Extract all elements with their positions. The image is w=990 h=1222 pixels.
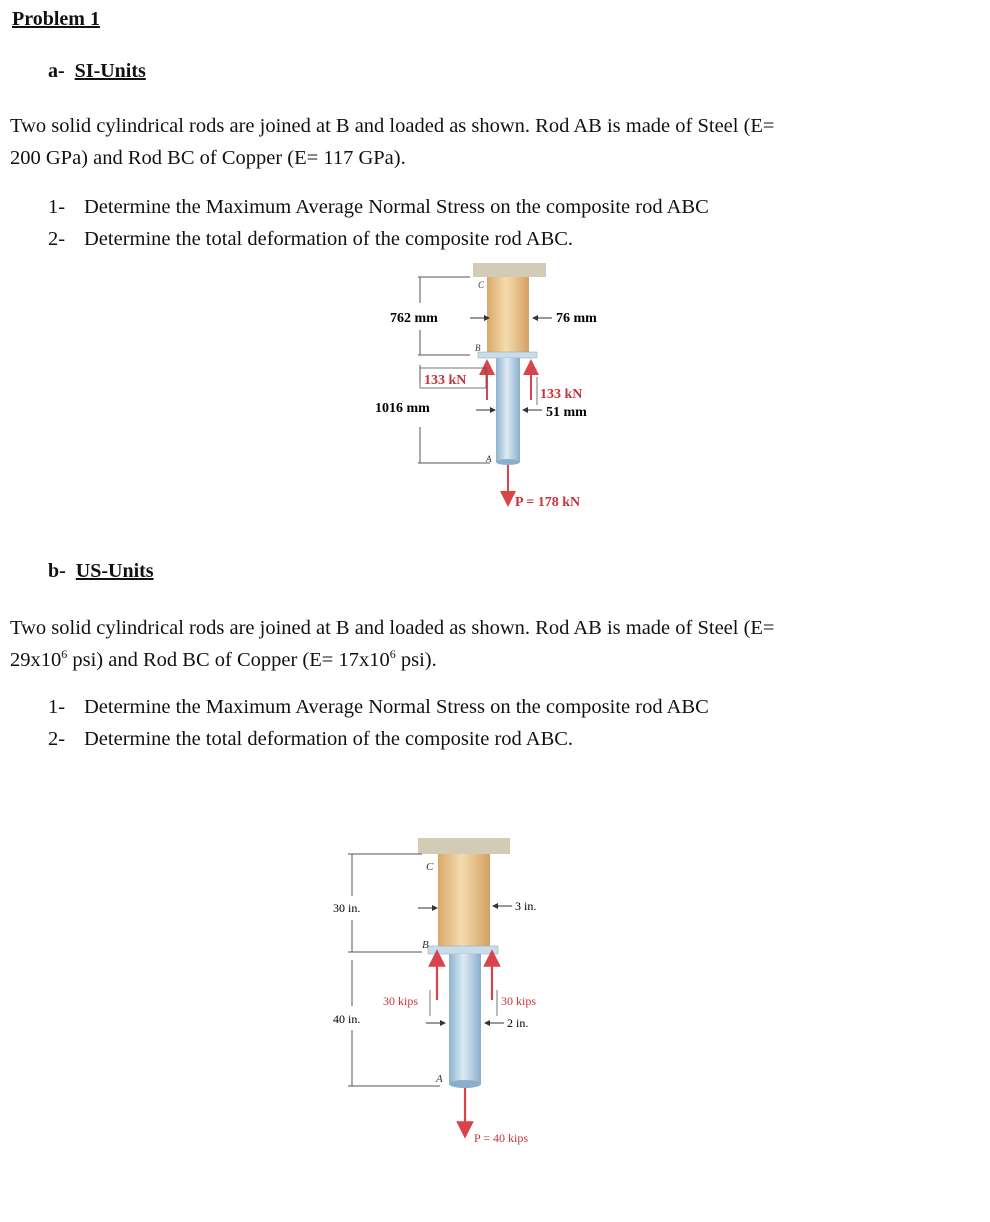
- fixed-support: [473, 263, 546, 277]
- part-a-para-line2: 200 GPa) and Rod BC of Copper (E= 117 GPa).: [10, 147, 406, 169]
- item-text: Determine the total deformation of the composite rod ABC.: [84, 728, 574, 750]
- length-ab-label: 1016 mm: [375, 401, 430, 416]
- force-right-label: 133 kN: [540, 387, 583, 402]
- problem-title: Problem 1: [12, 8, 100, 30]
- part-a-item-1: [48, 196, 709, 219]
- label-b: B: [422, 939, 429, 951]
- item-number: 2-: [48, 728, 66, 750]
- flange-b: [478, 352, 537, 358]
- label-c: C: [478, 280, 485, 290]
- steel-rod-ab: [496, 358, 520, 462]
- fixed-support: [418, 838, 510, 854]
- item-number: 2-: [48, 228, 66, 250]
- length-ab-label: 40 in.: [333, 1012, 361, 1026]
- copper-rod-bc: [438, 854, 490, 946]
- steel-rod-ab: [449, 954, 481, 1084]
- load-label: P = 40 kips: [474, 1131, 528, 1145]
- part-b-heading: [48, 560, 154, 583]
- flange-b: [428, 946, 498, 954]
- part-a-item-2: [48, 228, 573, 251]
- label-b: B: [475, 343, 481, 353]
- part-b-marker: b-: [48, 560, 66, 582]
- item-number: 1-: [48, 196, 66, 218]
- part-a-heading-text: SI-Units: [74, 60, 146, 82]
- part-b-item-2: [48, 728, 573, 751]
- item-number: 1-: [48, 696, 66, 718]
- item-text: Determine the Maximum Average Normal Stress on the composite rod ABC: [84, 196, 709, 218]
- diameter-ab-label: 2 in.: [507, 1016, 529, 1030]
- diameter-bc-label: 76 mm: [556, 311, 597, 326]
- part-a-paragraph: [10, 110, 950, 174]
- load-label: P = 178 kN: [515, 495, 581, 510]
- part-b-item-1: [48, 696, 709, 719]
- diameter-ab-label: 51 mm: [546, 405, 587, 420]
- label-a: A: [436, 1073, 443, 1085]
- copper-rod-bc: [487, 277, 529, 353]
- part-a-heading: [48, 60, 146, 83]
- length-bc-label: 30 in.: [333, 901, 361, 915]
- part-b-heading-text: US-Units: [75, 560, 154, 582]
- force-left-label: 133 kN: [424, 373, 467, 388]
- force-left-label: 30 kips: [383, 994, 419, 1008]
- figure-b-composite-rod: [0, 830, 990, 1160]
- part-a-marker: a-: [48, 60, 65, 82]
- label-c: C: [426, 861, 434, 873]
- label-a: A: [486, 454, 492, 464]
- figure-a-composite-rod: [0, 255, 990, 525]
- part-b-paragraph: [10, 612, 950, 676]
- rod-end-a: [449, 1080, 481, 1088]
- part-b-para-line2: $29x10^6$ psi) and Rod BC of Copper ($E= 17x10^6$ psi).: [10, 647, 437, 671]
- length-bc-label: 762 mm: [390, 311, 438, 326]
- part-b-para-line1: Two solid cylindrical rods are joined at B and loaded as shown. Rod AB is made of Steel (E=: [10, 617, 775, 639]
- item-text: Determine the Maximum Average Normal Stress on the composite rod ABC: [84, 696, 709, 718]
- force-right-label: 30 kips: [501, 994, 537, 1008]
- part-a-para-line1: Two solid cylindrical rods are joined at B and loaded as shown. Rod AB is made of Steel (E=: [10, 115, 775, 137]
- item-text: Determine the total deformation of the composite rod ABC.: [84, 228, 574, 250]
- diameter-bc-label: 3 in.: [515, 899, 537, 913]
- rod-end-a: [496, 459, 520, 465]
